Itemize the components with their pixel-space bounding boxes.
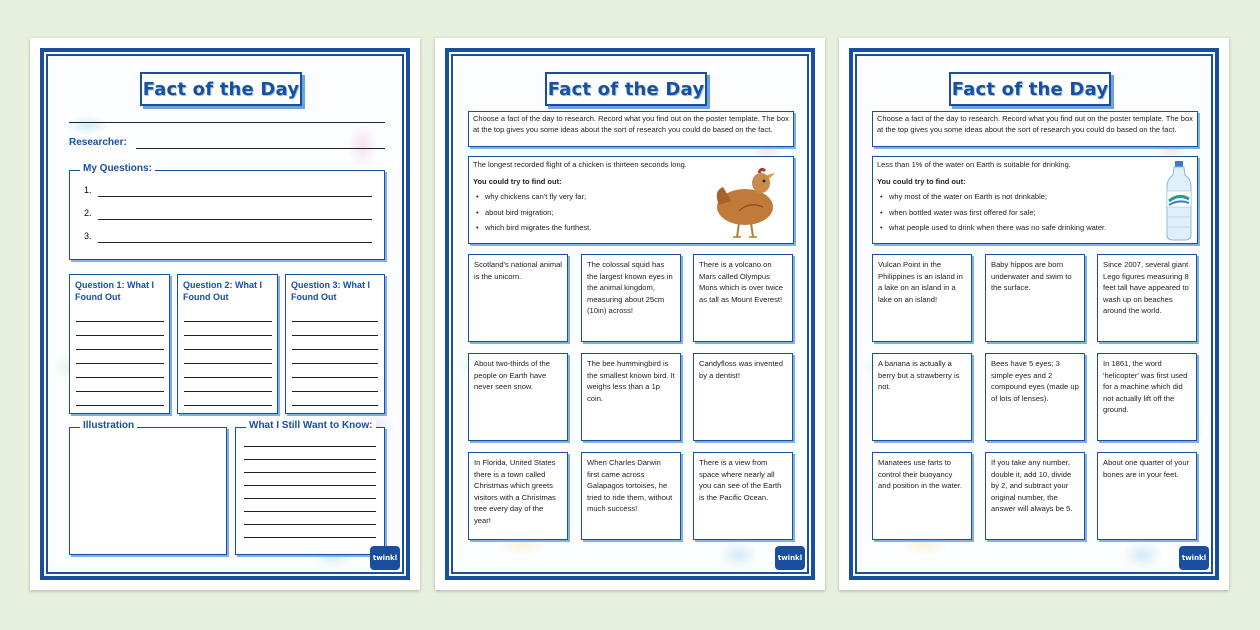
- answer-line[interactable]: [76, 349, 164, 350]
- page-title: Fact of the Day: [949, 72, 1111, 106]
- fact-card: There is a view from space where nearly all you can see of the Earth is the Pacific Ocean.: [693, 452, 793, 540]
- answer-line[interactable]: [244, 511, 376, 512]
- my-questions-box: [69, 163, 385, 260]
- answer-line[interactable]: [184, 405, 272, 406]
- try-item: • why chickens can't fly very far;: [473, 192, 789, 203]
- fact-card: Bees have 5 eyes; 3 simple eyes and 2 compound eyes (made up of lots of lenses).: [985, 353, 1085, 441]
- researcher-label: Researcher:: [69, 137, 127, 148]
- twinkl-logo: twinkl: [370, 546, 400, 570]
- fact-card: Since 2007, several giant Lego figures measuring 8 feet tall have appeared to wash up on beaches around the world.: [1097, 254, 1197, 342]
- answer-line[interactable]: [184, 321, 272, 322]
- found-out-box-2: [177, 274, 278, 414]
- chicken-illustration-icon: [709, 161, 783, 241]
- worksheet-page-1: [30, 38, 420, 590]
- illustration-label: Illustration: [80, 420, 137, 431]
- worksheet-page-2: [435, 38, 825, 590]
- try-item: • about bird migration;: [473, 208, 789, 219]
- answer-line[interactable]: [184, 391, 272, 392]
- question-number-2: 2.: [84, 208, 92, 218]
- answer-line[interactable]: [184, 377, 272, 378]
- fact-card: There is a volcano on Mars called Olympus Mons which is over twice as tall as Mount Everest!: [693, 254, 793, 342]
- fact-card: About one quarter of your bones are in your feet.: [1097, 452, 1197, 540]
- answer-line[interactable]: [292, 377, 378, 378]
- answer-line[interactable]: [244, 537, 376, 538]
- answer-line[interactable]: [244, 498, 376, 499]
- page-border: [849, 48, 1219, 580]
- answer-line[interactable]: [76, 363, 164, 364]
- water-bottle-illustration-icon: [1165, 161, 1193, 241]
- found-out-heading-2: Question 2: What I Found Out: [183, 280, 263, 302]
- fact-card: Candyfloss was invented by a dentist!: [693, 353, 793, 441]
- answer-line[interactable]: [244, 524, 376, 525]
- fact-card: About two-thirds of the people on Earth have never seen snow.: [468, 353, 568, 441]
- featured-fact: The longest recorded flight of a chicken is thirteen seconds long.: [473, 160, 687, 169]
- try-item: • what people used to drink when there was no safe drinking water.: [877, 223, 1193, 234]
- fact-card: In 1861, the word 'helicopter' was first used for a machine which did not actually lift off the ground.: [1097, 353, 1197, 441]
- fact-card: If you take any number, double it, add 10, divide by 2, and subtract your original number, the answer will always be 5.: [985, 452, 1085, 540]
- twinkl-logo: twinkl: [1179, 546, 1209, 570]
- fact-card: Baby hippos are born underwater and swim to the surface.: [985, 254, 1085, 342]
- answer-line[interactable]: [76, 391, 164, 392]
- answer-line[interactable]: [184, 335, 272, 336]
- answer-line[interactable]: [76, 335, 164, 336]
- researcher-field[interactable]: [136, 148, 385, 149]
- found-out-box-1: [69, 274, 170, 414]
- featured-fact-box: [468, 156, 794, 244]
- question-line-1[interactable]: [98, 196, 372, 197]
- answer-line[interactable]: [244, 485, 376, 486]
- featured-fact: Less than 1% of the water on Earth is suitable for drinking.: [877, 160, 1071, 169]
- still-want-label: What I Still Want to Know:: [246, 420, 376, 431]
- answer-line[interactable]: [184, 349, 272, 350]
- answer-line[interactable]: [292, 335, 378, 336]
- answer-line[interactable]: [76, 405, 164, 406]
- try-label: You could try to find out:: [877, 176, 966, 186]
- title-rule: [69, 122, 385, 123]
- question-number-3: 3.: [84, 231, 92, 241]
- illustration-box[interactable]: [69, 420, 227, 555]
- found-out-box-3: [285, 274, 385, 414]
- page-title: Fact of the Day: [140, 72, 302, 106]
- worksheet-page-3: [839, 38, 1229, 590]
- intro-box: [872, 111, 1198, 147]
- answer-line[interactable]: [184, 363, 272, 364]
- answer-line[interactable]: [292, 349, 378, 350]
- fact-card: When Charles Darwin first came across Galapagos tortoises, he tried to ride them, without much success!: [581, 452, 681, 540]
- fact-card: A banana is actually a berry but a strawberry is not.: [872, 353, 972, 441]
- try-item: • why most of the water on Earth is not drinkable;: [877, 192, 1193, 203]
- page-title: Fact of the Day: [545, 72, 707, 106]
- twinkl-logo: twinkl: [775, 546, 805, 570]
- answer-line[interactable]: [76, 321, 164, 322]
- try-item: • which bird migrates the furthest.: [473, 223, 789, 234]
- fact-card: The colossal squid has the largest known eyes in the animal kingdom, measuring about 25cm (10in) across!: [581, 254, 681, 342]
- answer-line[interactable]: [292, 391, 378, 392]
- answer-line[interactable]: [292, 321, 378, 322]
- answer-line[interactable]: [244, 446, 376, 447]
- fact-card: Scotland's national animal is the unicorn.: [468, 254, 568, 342]
- try-item: • when bottled water was first offered for sale;: [877, 208, 1193, 219]
- intro-box: [468, 111, 794, 147]
- fact-card: Manatees use farts to control their buoyancy and position in the water.: [872, 452, 972, 540]
- found-out-heading-1: Question 1: What I Found Out: [75, 280, 155, 302]
- fact-card: Vulcan Point in the Philippines is an island in a lake on an island in a lake on an island!: [872, 254, 972, 342]
- my-questions-label: My Questions:: [80, 163, 155, 174]
- featured-fact-box: [872, 156, 1198, 244]
- question-line-2[interactable]: [98, 219, 372, 220]
- answer-line[interactable]: [292, 405, 378, 406]
- found-out-heading-3: Question 3: What I Found Out: [291, 280, 371, 302]
- answer-line[interactable]: [292, 363, 378, 364]
- question-number-1: 1.: [84, 185, 92, 195]
- answer-line[interactable]: [244, 459, 376, 460]
- try-label: You could try to find out:: [473, 176, 562, 186]
- question-line-3[interactable]: [98, 242, 372, 243]
- page-border: [40, 48, 410, 580]
- page-border: [445, 48, 815, 580]
- intro-text: Choose a fact of the day to research. Record what you find out on the poster template. The box at the top gives you some ideas about the sort of research you could do based on the fact.: [473, 114, 789, 134]
- still-want-box: [235, 420, 385, 555]
- answer-line[interactable]: [244, 472, 376, 473]
- answer-line[interactable]: [76, 377, 164, 378]
- fact-card: The bee hummingbird is the smallest known bird. It weighs less than a 1p coin.: [581, 353, 681, 441]
- intro-text: Choose a fact of the day to research. Record what you find out on the poster template. The box at the top gives you some ideas about the sort of research you could do based on the fact.: [877, 114, 1193, 134]
- fact-card: In Florida, United States there is a town called Christmas which greets visitors with a Christmas tree every day of the year!: [468, 452, 568, 540]
